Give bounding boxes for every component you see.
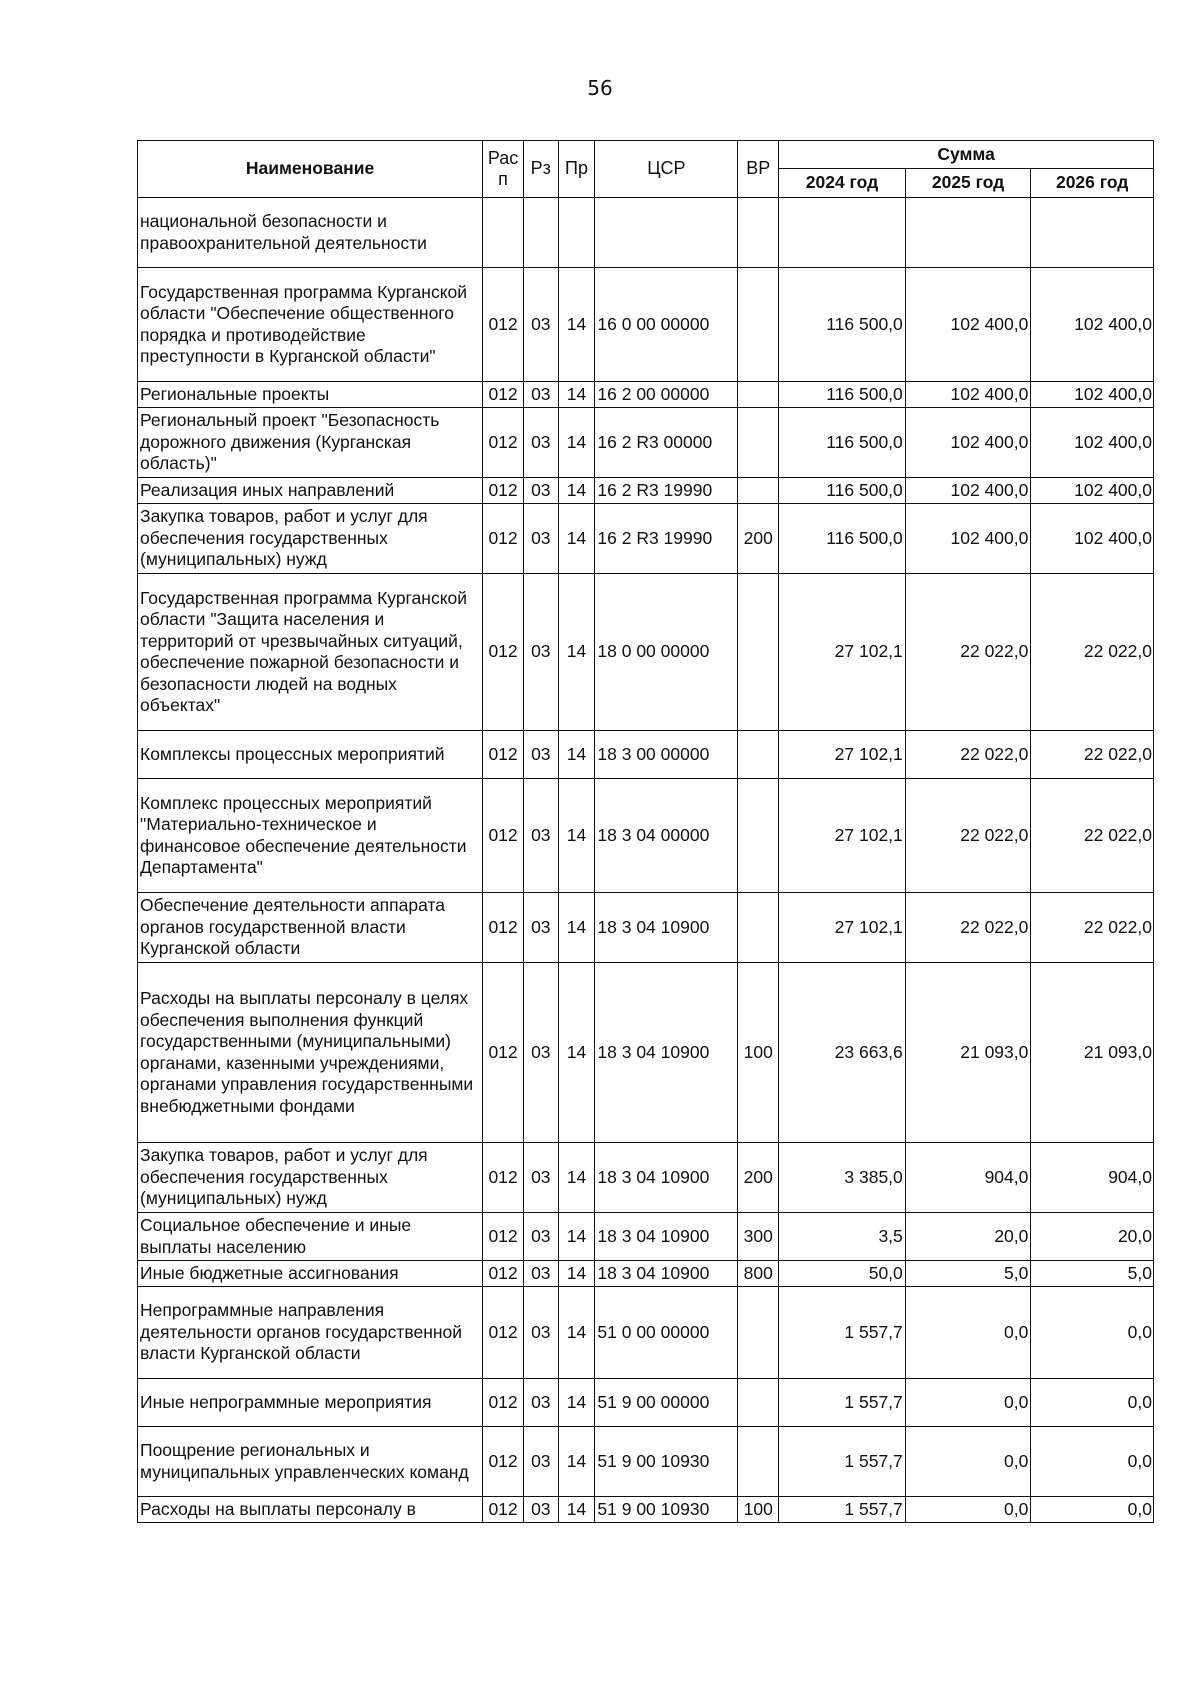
row-sum-2025 bbox=[905, 198, 1031, 268]
table-row bbox=[138, 1261, 1154, 1287]
row-pr: 14 bbox=[558, 893, 595, 963]
row-name: Иные бюджетные ассигнования bbox=[138, 1261, 483, 1287]
table-row bbox=[138, 198, 1154, 268]
row-csr: 16 2 R3 19990 bbox=[595, 478, 738, 504]
row-vr bbox=[738, 1287, 779, 1379]
row-rz: 03 bbox=[523, 1143, 558, 1213]
row-sum-2024: 23 663,6 bbox=[779, 963, 906, 1143]
row-name: Комплекс процессных мероприятий "Материально-техническое и финансовое обеспечение деятельности Департамента" bbox=[138, 779, 483, 893]
row-vr: 200 bbox=[738, 504, 779, 574]
row-pr: 14 bbox=[558, 1287, 595, 1379]
row-pr: 14 bbox=[558, 268, 595, 382]
row-rz: 03 bbox=[523, 268, 558, 382]
row-sum-2025: 102 400,0 bbox=[905, 478, 1031, 504]
row-rz: 03 bbox=[523, 504, 558, 574]
row-sum-2025: 102 400,0 bbox=[905, 268, 1031, 382]
row-sum-2025: 0,0 bbox=[905, 1379, 1031, 1427]
row-pr: 14 bbox=[558, 963, 595, 1143]
row-sum-2026: 22 022,0 bbox=[1031, 893, 1154, 963]
row-csr: 51 0 00 00000 bbox=[595, 1287, 738, 1379]
row-name: Региональные проекты bbox=[138, 382, 483, 408]
row-rz: 03 bbox=[523, 408, 558, 478]
row-sum-2024: 50,0 bbox=[779, 1261, 906, 1287]
row-sum-2024: 1 557,7 bbox=[779, 1287, 906, 1379]
row-rz: 03 bbox=[523, 1287, 558, 1379]
row-sum-2024: 27 102,1 bbox=[779, 893, 906, 963]
row-sum-2025: 0,0 bbox=[905, 1427, 1031, 1497]
row-name: Непрограммные направления деятельности органов государственной власти Курганской области bbox=[138, 1287, 483, 1379]
row-csr: 51 9 00 00000 bbox=[595, 1379, 738, 1427]
table-row bbox=[138, 574, 1154, 731]
header-csr: ЦСР bbox=[595, 141, 738, 198]
row-pr: 14 bbox=[558, 1213, 595, 1261]
row-rz bbox=[523, 198, 558, 268]
header-rasp: Рас п bbox=[483, 141, 524, 198]
row-pr: 14 bbox=[558, 1261, 595, 1287]
row-rasp: 012 bbox=[483, 382, 524, 408]
row-sum-2025: 102 400,0 bbox=[905, 504, 1031, 574]
row-vr: 800 bbox=[738, 1261, 779, 1287]
row-sum-2024: 116 500,0 bbox=[779, 478, 906, 504]
row-csr: 18 0 00 00000 bbox=[595, 574, 738, 731]
row-rz: 03 bbox=[523, 382, 558, 408]
row-sum-2026: 102 400,0 bbox=[1031, 382, 1154, 408]
header-2025: 2025 год bbox=[905, 169, 1031, 198]
row-name: Государственная программа Курганской области "Защита населения и территорий от чрезвычайных ситуаций, обеспечение пожарной безопасности и безопасности людей на водных объектах" bbox=[138, 574, 483, 731]
row-csr: 51 9 00 10930 bbox=[595, 1427, 738, 1497]
row-vr: 200 bbox=[738, 1143, 779, 1213]
row-rz: 03 bbox=[523, 1497, 558, 1523]
row-rz: 03 bbox=[523, 731, 558, 779]
row-vr bbox=[738, 268, 779, 382]
row-vr bbox=[738, 779, 779, 893]
row-pr: 14 bbox=[558, 1427, 595, 1497]
row-csr: 51 9 00 10930 bbox=[595, 1497, 738, 1523]
row-rasp: 012 bbox=[483, 1261, 524, 1287]
table-row bbox=[138, 1497, 1154, 1523]
row-csr: 18 3 04 10900 bbox=[595, 893, 738, 963]
row-pr bbox=[558, 198, 595, 268]
row-sum-2025: 22 022,0 bbox=[905, 574, 1031, 731]
row-sum-2026: 22 022,0 bbox=[1031, 731, 1154, 779]
row-sum-2026: 102 400,0 bbox=[1031, 478, 1154, 504]
header-2026: 2026 год bbox=[1031, 169, 1154, 198]
row-rasp: 012 bbox=[483, 1213, 524, 1261]
row-sum-2026: 0,0 bbox=[1031, 1427, 1154, 1497]
row-vr bbox=[738, 1427, 779, 1497]
row-sum-2024: 27 102,1 bbox=[779, 779, 906, 893]
row-sum-2026: 102 400,0 bbox=[1031, 504, 1154, 574]
table-row bbox=[138, 268, 1154, 382]
row-sum-2025: 102 400,0 bbox=[905, 382, 1031, 408]
row-csr: 16 2 R3 19990 bbox=[595, 504, 738, 574]
row-vr: 300 bbox=[738, 1213, 779, 1261]
row-rz: 03 bbox=[523, 574, 558, 731]
row-rasp: 012 bbox=[483, 1287, 524, 1379]
row-pr: 14 bbox=[558, 1143, 595, 1213]
row-sum-2024: 3 385,0 bbox=[779, 1143, 906, 1213]
row-name: Расходы на выплаты персоналу в bbox=[138, 1497, 483, 1523]
row-csr: 18 3 00 00000 bbox=[595, 731, 738, 779]
row-sum-2026: 22 022,0 bbox=[1031, 574, 1154, 731]
row-csr: 18 3 04 10900 bbox=[595, 963, 738, 1143]
row-rz: 03 bbox=[523, 779, 558, 893]
row-vr bbox=[738, 408, 779, 478]
row-name: Комплексы процессных мероприятий bbox=[138, 731, 483, 779]
row-name: Государственная программа Курганской области "Обеспечение общественного порядка и противодействие преступности в Курганской области" bbox=[138, 268, 483, 382]
row-sum-2026: 102 400,0 bbox=[1031, 408, 1154, 478]
row-rasp: 012 bbox=[483, 893, 524, 963]
row-name: Иные непрограммные мероприятия bbox=[138, 1379, 483, 1427]
row-sum-2024: 1 557,7 bbox=[779, 1379, 906, 1427]
row-vr bbox=[738, 893, 779, 963]
row-rz: 03 bbox=[523, 478, 558, 504]
row-csr bbox=[595, 198, 738, 268]
row-rz: 03 bbox=[523, 1261, 558, 1287]
page-number: 56 bbox=[587, 76, 613, 100]
row-name: национальной безопасности и правоохранительной деятельности bbox=[138, 198, 483, 268]
row-vr bbox=[738, 1379, 779, 1427]
row-csr: 18 3 04 10900 bbox=[595, 1213, 738, 1261]
row-sum-2025: 0,0 bbox=[905, 1287, 1031, 1379]
row-rasp: 012 bbox=[483, 408, 524, 478]
row-name: Закупка товаров, работ и услуг для обеспечения государственных (муниципальных) нужд bbox=[138, 1143, 483, 1213]
row-vr bbox=[738, 478, 779, 504]
row-sum-2024: 116 500,0 bbox=[779, 408, 906, 478]
row-csr: 18 3 04 10900 bbox=[595, 1261, 738, 1287]
row-sum-2024: 1 557,7 bbox=[779, 1497, 906, 1523]
row-vr bbox=[738, 198, 779, 268]
row-pr: 14 bbox=[558, 382, 595, 408]
table-row bbox=[138, 963, 1154, 1143]
row-vr bbox=[738, 574, 779, 731]
row-csr: 18 3 04 10900 bbox=[595, 1143, 738, 1213]
row-pr: 14 bbox=[558, 779, 595, 893]
table-body bbox=[138, 198, 1154, 1523]
row-name: Расходы на выплаты персоналу в целях обеспечения выполнения функций государственными (муниципальными) органами, казенными учреждениями, органами управления государственными внебюджетными фондами bbox=[138, 963, 483, 1143]
row-rasp: 012 bbox=[483, 574, 524, 731]
row-rasp: 012 bbox=[483, 478, 524, 504]
row-rasp: 012 bbox=[483, 1497, 524, 1523]
row-rasp: 012 bbox=[483, 1427, 524, 1497]
row-sum-2025: 0,0 bbox=[905, 1497, 1031, 1523]
row-pr: 14 bbox=[558, 478, 595, 504]
table-row bbox=[138, 779, 1154, 893]
row-sum-2024: 116 500,0 bbox=[779, 504, 906, 574]
row-name: Социальное обеспечение и иные выплаты населению bbox=[138, 1213, 483, 1261]
row-rasp bbox=[483, 198, 524, 268]
table-row bbox=[138, 1213, 1154, 1261]
row-name: Поощрение региональных и муниципальных управленческих команд bbox=[138, 1427, 483, 1497]
row-sum-2024: 116 500,0 bbox=[779, 382, 906, 408]
table-row bbox=[138, 504, 1154, 574]
row-sum-2025: 22 022,0 bbox=[905, 893, 1031, 963]
row-sum-2026: 904,0 bbox=[1031, 1143, 1154, 1213]
row-rasp: 012 bbox=[483, 779, 524, 893]
header-sum: Сумма bbox=[779, 141, 1154, 169]
row-rasp: 012 bbox=[483, 268, 524, 382]
row-name: Региональный проект "Безопасность дорожного движения (Курганская область)" bbox=[138, 408, 483, 478]
row-rasp: 012 bbox=[483, 963, 524, 1143]
header-rz: Рз bbox=[523, 141, 558, 198]
row-sum-2026: 102 400,0 bbox=[1031, 268, 1154, 382]
row-sum-2026: 0,0 bbox=[1031, 1287, 1154, 1379]
row-sum-2024: 116 500,0 bbox=[779, 268, 906, 382]
row-sum-2026: 5,0 bbox=[1031, 1261, 1154, 1287]
row-pr: 14 bbox=[558, 408, 595, 478]
row-csr: 16 0 00 00000 bbox=[595, 268, 738, 382]
table-header bbox=[138, 141, 1154, 198]
row-csr: 16 2 R3 00000 bbox=[595, 408, 738, 478]
table-row bbox=[138, 382, 1154, 408]
row-sum-2024: 27 102,1 bbox=[779, 731, 906, 779]
row-sum-2025: 22 022,0 bbox=[905, 731, 1031, 779]
table-row bbox=[138, 408, 1154, 478]
row-rz: 03 bbox=[523, 1213, 558, 1261]
table-row bbox=[138, 1287, 1154, 1379]
row-vr: 100 bbox=[738, 1497, 779, 1523]
row-vr bbox=[738, 382, 779, 408]
row-sum-2025: 21 093,0 bbox=[905, 963, 1031, 1143]
row-rasp: 012 bbox=[483, 504, 524, 574]
row-rz: 03 bbox=[523, 893, 558, 963]
row-pr: 14 bbox=[558, 504, 595, 574]
row-sum-2024: 1 557,7 bbox=[779, 1427, 906, 1497]
row-rz: 03 bbox=[523, 1427, 558, 1497]
table-row bbox=[138, 731, 1154, 779]
row-sum-2024 bbox=[779, 198, 906, 268]
row-rz: 03 bbox=[523, 963, 558, 1143]
table-row bbox=[138, 1427, 1154, 1497]
row-sum-2025: 22 022,0 bbox=[905, 779, 1031, 893]
row-pr: 14 bbox=[558, 574, 595, 731]
row-vr bbox=[738, 731, 779, 779]
row-sum-2026: 0,0 bbox=[1031, 1379, 1154, 1427]
row-vr: 100 bbox=[738, 963, 779, 1143]
row-pr: 14 bbox=[558, 731, 595, 779]
row-sum-2024: 3,5 bbox=[779, 1213, 906, 1261]
row-csr: 18 3 04 00000 bbox=[595, 779, 738, 893]
table-row bbox=[138, 893, 1154, 963]
row-sum-2026 bbox=[1031, 198, 1154, 268]
row-sum-2026: 0,0 bbox=[1031, 1497, 1154, 1523]
row-name: Обеспечение деятельности аппарата органов государственной власти Курганской области bbox=[138, 893, 483, 963]
row-sum-2026: 21 093,0 bbox=[1031, 963, 1154, 1143]
header-pr: Пр bbox=[558, 141, 595, 198]
row-rasp: 012 bbox=[483, 1379, 524, 1427]
row-sum-2025: 20,0 bbox=[905, 1213, 1031, 1261]
row-rasp: 012 bbox=[483, 1143, 524, 1213]
row-sum-2025: 904,0 bbox=[905, 1143, 1031, 1213]
row-sum-2026: 20,0 bbox=[1031, 1213, 1154, 1261]
row-rasp: 012 bbox=[483, 731, 524, 779]
row-sum-2026: 22 022,0 bbox=[1031, 779, 1154, 893]
row-sum-2025: 102 400,0 bbox=[905, 408, 1031, 478]
row-name: Реализация иных направлений bbox=[138, 478, 483, 504]
header-2024: 2024 год bbox=[779, 169, 906, 198]
row-sum-2025: 5,0 bbox=[905, 1261, 1031, 1287]
budget-table bbox=[137, 140, 1154, 1523]
row-rz: 03 bbox=[523, 1379, 558, 1427]
table-row bbox=[138, 1379, 1154, 1427]
table-row bbox=[138, 478, 1154, 504]
header-vr: ВР bbox=[738, 141, 779, 198]
header-name: Наименование bbox=[138, 141, 483, 198]
table-row bbox=[138, 1143, 1154, 1213]
row-pr: 14 bbox=[558, 1379, 595, 1427]
row-csr: 16 2 00 00000 bbox=[595, 382, 738, 408]
row-name: Закупка товаров, работ и услуг для обеспечения государственных (муниципальных) нужд bbox=[138, 504, 483, 574]
row-pr: 14 bbox=[558, 1497, 595, 1523]
row-sum-2024: 27 102,1 bbox=[779, 574, 906, 731]
